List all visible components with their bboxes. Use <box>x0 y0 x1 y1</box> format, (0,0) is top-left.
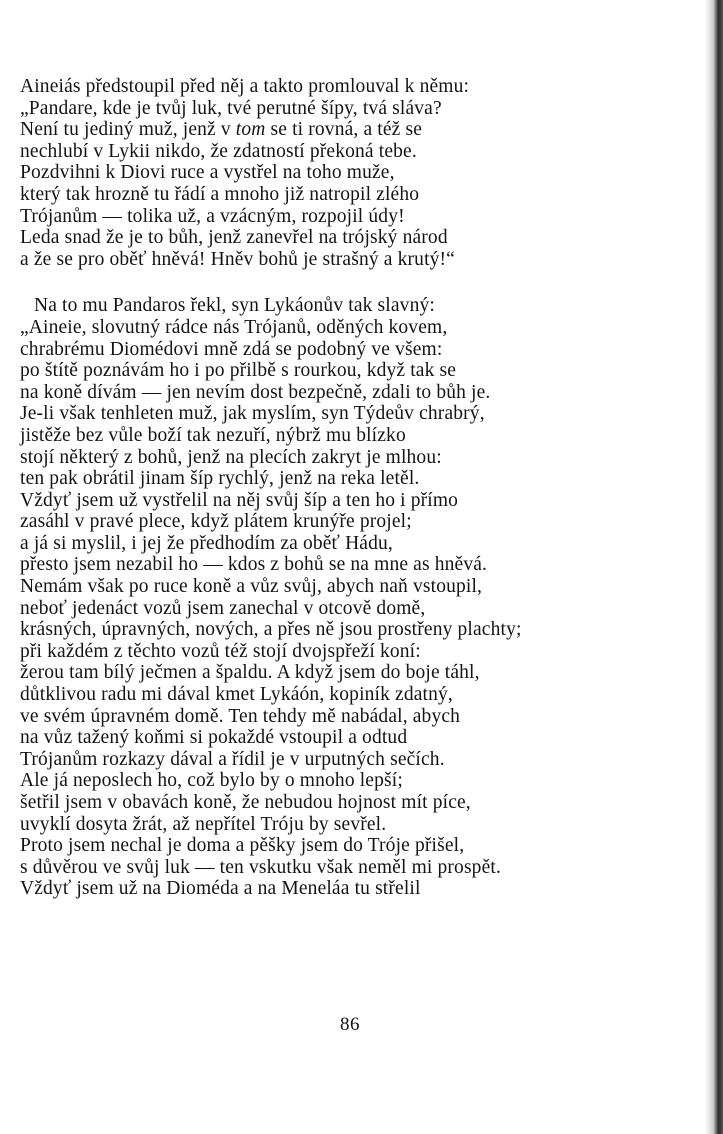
verse-line: Ale já neposlech ho, což bylo by o mnoho lepší; <box>20 770 403 792</box>
page-number: 86 <box>340 1014 360 1035</box>
verse-line: který tak hrozně tu řádí a mnoho již natropil zlého <box>20 183 420 205</box>
verse-line: Trójanům — tolika už, a vzácným, rozpojil údy! <box>20 205 405 227</box>
verse-line: a já si myslil, i jej že předhodím za oběť Hádu, <box>20 532 393 554</box>
verse-line: krásných, úpravných, nových, a přes ně jsou prostřeny plachty; <box>20 619 522 641</box>
verse-line: „Pandare, kde je tvůj luk, tvé perutné šípy, tvá sláva? <box>20 97 442 119</box>
verse-line: neboť jedenáct vozů jsem zanechal v otcově domě, <box>20 597 426 619</box>
verse-line: důtklivou radu mi dával kmet Lykáón, kopiník zdatný, <box>20 684 453 706</box>
verse-line: Pozdvihni k Diovi ruce a vystřel na toho muže, <box>20 162 395 184</box>
verse-line: jistěže bez vůle boží tak nezuří, nýbrž mu blízko <box>20 424 406 446</box>
stanza-pandaros-reply <box>20 295 700 900</box>
verse-line: uvyklí dosyta žrát, až nepřítel Tróju by sevřel. <box>20 813 387 835</box>
verse-line: na koně dívám — jen nevím dost bezpečně, zdali to bůh je. <box>20 381 491 403</box>
verse-line: zasáhl v pravé plece, když plátem krunýře projel; <box>20 511 412 533</box>
verse-line: a že se pro oběť hněvá! Hněv bohů je strašný a krutý!“ <box>20 248 455 270</box>
verse-line: stojí některý z bohů, jenž na plecích zakryt je mlhou: <box>20 446 442 468</box>
verse-line: Vždyť jsem už vystřelil na něj svůj šíp a ten ho i přímo <box>20 489 459 511</box>
verse-line: Je-li však tenhleten muž, jak myslím, syn Týdeův chrabrý, <box>20 403 485 425</box>
verse-line: šetřil jsem v obavách koně, že nebudou hojnost mít píce, <box>20 792 471 813</box>
stanza-aineias-speech <box>20 76 700 270</box>
verse-line: Není tu jediný muž, jenž v tom se ti rovná, a též se <box>20 119 423 141</box>
binding-shadow <box>705 0 723 1134</box>
verse-line: ve svém úpravném domě. Ten tehdy mě nabádal, abych <box>20 705 461 727</box>
verse-line: po štítě poznávám ho i po přilbě s rourkou, když tak se <box>20 360 457 382</box>
verse-line: Na to mu Pandaros řekl, syn Lykáonův tak slavný: <box>34 295 435 317</box>
verse-line: Vždyť jsem už na Dioméda a na Meneláa tu střelil <box>20 878 421 900</box>
verse-line: Trójanům rozkazy dával a řídil je v urputných sečích. <box>20 748 445 770</box>
verse-line: při každém z těchto vozů též stojí dvojspřeží koní: <box>20 640 421 662</box>
verse-line: Proto jsem nechal je doma a pěšky jsem do Tróje přišel, <box>20 835 465 857</box>
verse-line: přesto jsem nezabil ho — kdos z bohů se na mne as hněvá. <box>20 554 488 576</box>
verse-line: ten pak obrátil jinam šíp rychlý, jenž na reka letěl. <box>20 468 420 490</box>
verse-line: „Aineie, slovutný rádce nás Trójanů, oděných kovem, <box>20 316 448 338</box>
verse-line: Nemám však po ruce koně a vůz svůj, abych naň vstoupil, <box>20 576 483 598</box>
verse-line: Aineiás předstoupil před něj a takto promlouval k němu: <box>20 76 470 97</box>
verse-line: žerou tam bílý ječmen a špaldu. A když jsem do boje táhl, <box>20 662 480 684</box>
poem-text <box>20 76 700 900</box>
verse-line: nechlubí v Lykii nikdo, že zdatností překoná tebe. <box>20 140 417 162</box>
emphasis-word: tom <box>235 119 266 141</box>
verse-line: chrabrému Diomédovi mně zdá se podobný ve všem: <box>20 338 443 360</box>
verse-line: Leda snad že je to bůh, jenž zanevřel na trójský národ <box>20 227 448 249</box>
verse-line: na vůz tažený koňmi si pokaždé vstoupil a odtud <box>20 727 408 749</box>
verse-line: s důvěrou ve svůj luk — ten vskutku však neměl mi prospět. <box>20 856 501 878</box>
